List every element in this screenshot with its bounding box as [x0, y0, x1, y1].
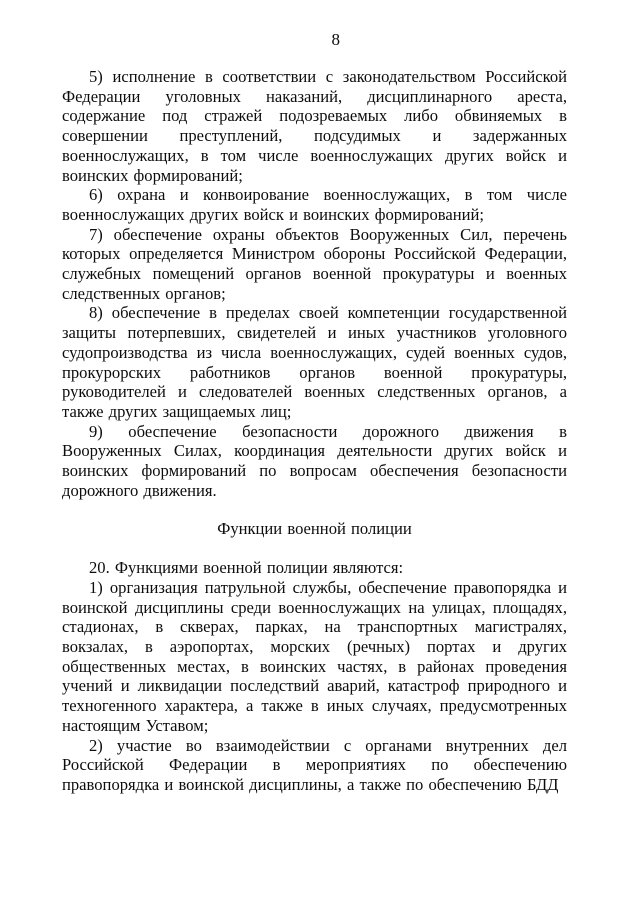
document-body	[62, 67, 567, 795]
section-heading: Функции военной полиции	[217, 519, 412, 539]
paragraph-item-9: 9) обеспечение безопасности дорожного движения в Вооруженных Силах, координация деятельности других войск и воинских формирований по вопросам обеспечения безопасности дорожного движения.	[62, 421, 567, 500]
paragraph-item-7: 7) обеспечение охраны объектов Вооруженных Сил, перечень которых определяется Министром обороны Российской Федерации, служебных помещений органов военной прокуратуры и военных следственных органов;	[62, 224, 567, 303]
paragraph-item-8: 8) обеспечение в пределах своей компетенции государственной защиты потерпевших, свидетелей и иных участников уголовного судопроизводства из числа военнослужащих, судей военных судов, прокурорских работников органов военной прокуратуры, руководителей и следователей военных следственных органов, а также других защищаемых лиц;	[62, 303, 567, 421]
page-number: 8	[331, 30, 341, 49]
paragraph-function-1: 1) организация патрульной службы, обеспечение правопорядка и воинской дисциплины среди военнослужащих на улицах, площадях, стадионах, в скверах, парках, на транспортных магистралях, вокзалах, в аэропортах, морских (речных) портах и других общественных местах, в воинских частях, в районах проведения учений и ликвидации последствий аварий, катастроф природного и техногенного характера, а также в иных случаях, предусмотренных настоящим Уставом;	[62, 577, 567, 735]
paragraph-item-5: 5) исполнение в соответствии с законодательством Российской Федерации уголовных наказаний, дисциплинарного ареста, содержание под стражей подозреваемых либо обвиняемых в совершении преступлений, подсудимых и задержанных военнослужащих, в том числе военнослужащих других войск и воинских формирований;	[62, 67, 567, 185]
paragraph-item-6: 6) охрана и конвоирование военнослужащих, в том числе военнослужащих других войск и воинских формирований;	[62, 185, 567, 224]
paragraph-clause-20: 20. Функциями военной полиции являются:	[89, 558, 404, 578]
paragraph-function-2: 2) участие во взаимодействии с органами внутренних дел Российской Федерации в мероприятиях по обеспечению правопорядка и воинской дисциплины, а также по обеспечению БДД	[62, 735, 567, 794]
